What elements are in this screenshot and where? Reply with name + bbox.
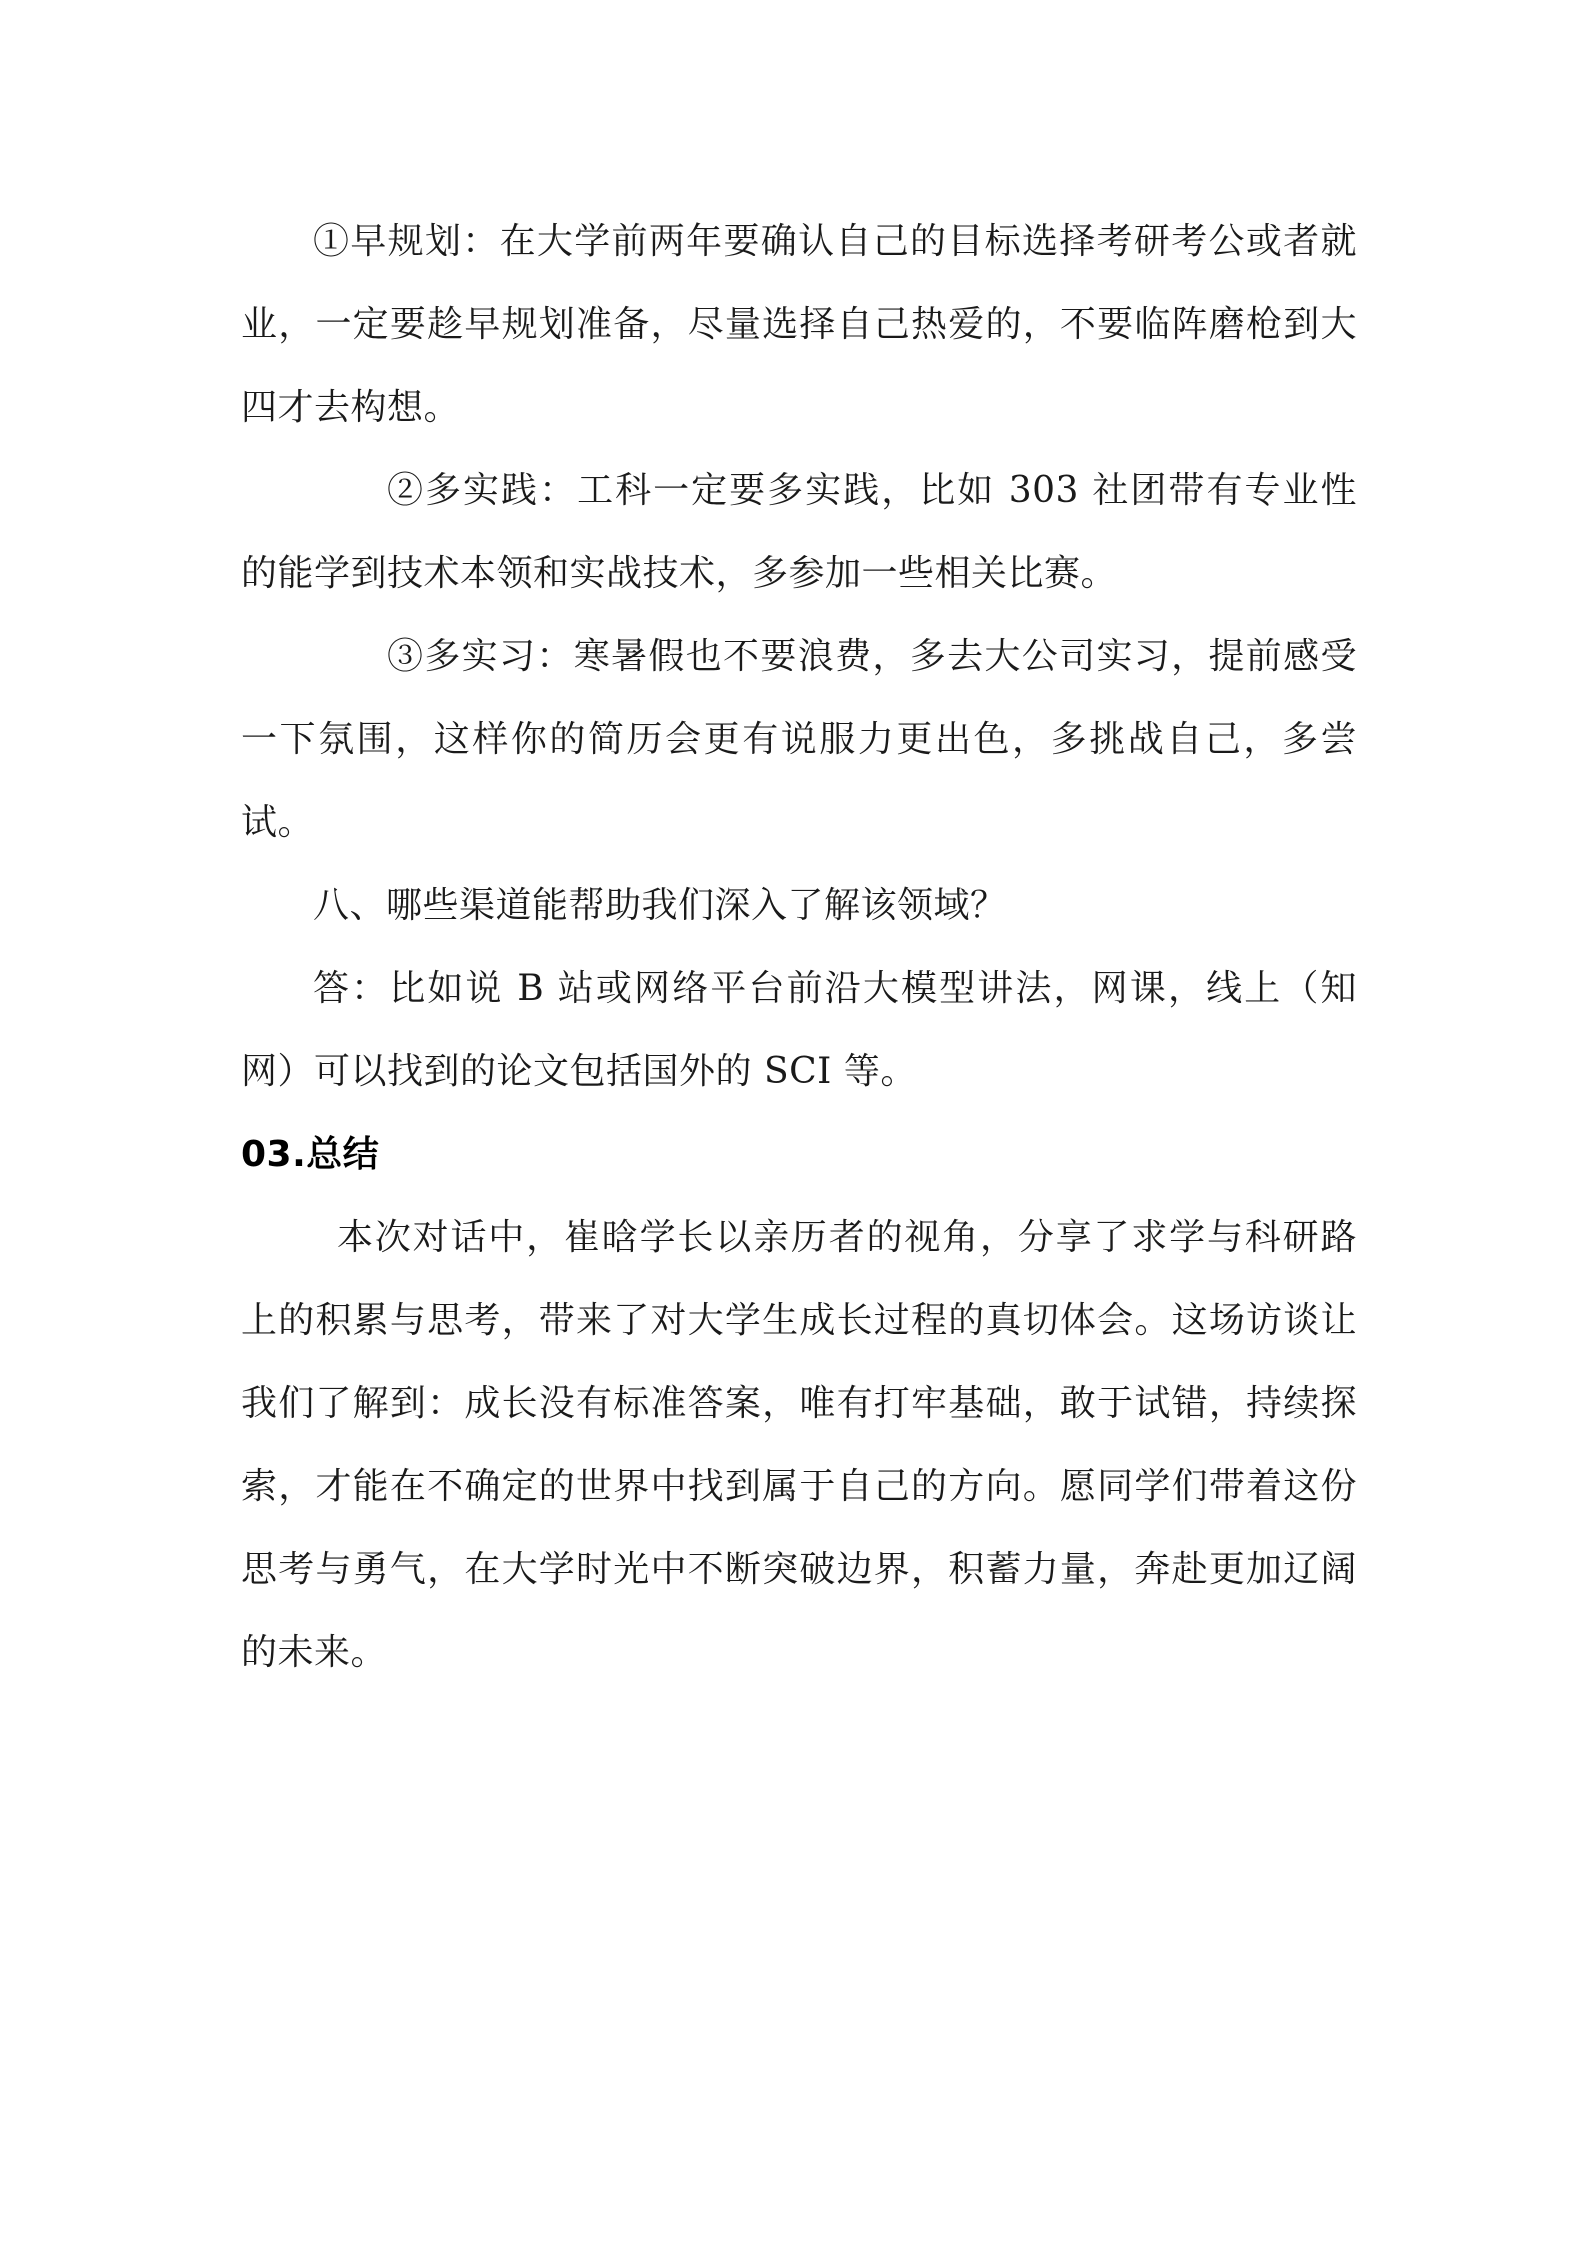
document-body bbox=[241, 200, 1357, 1694]
paragraph-more-practice: ②多实践：工科一定要多实践，比如 303 社团带有专业性的能学到技术本领和实战技术，多参加一些相关比赛。 bbox=[241, 470, 1357, 594]
question-eight: 八、哪些渠道能帮助我们深入了解该领域？ bbox=[313, 885, 1007, 926]
section-heading-summary: 03.总结 bbox=[241, 1134, 380, 1175]
paragraph-more-internship: ③多实习：寒暑假也不要浪费，多去大公司实习，提前感受一下氛围，这样你的简历会更有说服力更出色，多挑战自己，多尝试。 bbox=[241, 636, 1357, 843]
summary-paragraph: 本次对话中，崔晗学长以亲历者的视角，分享了求学与科研路上的积累与思考，带来了对大学生成长过程的真切体会。这场访谈让我们了解到：成长没有标准答案，唯有打牢基础，敢于试错，持续探索，才能在不确定的世界中找到属于自己的方向。愿同学们带着这份思考与勇气，在大学时光中不断突破边界，积蓄力量，奔赴更加辽阔的未来。 bbox=[241, 1217, 1357, 1673]
answer-eight: 答：比如说 B 站或网络平台前沿大模型讲法，网课，线上（知网）可以找到的论文包括国外的 SCI 等。 bbox=[241, 968, 1357, 1092]
paragraph-early-planning: ①早规划：在大学前两年要确认自己的目标选择考研考公或者就业，一定要趁早规划准备，尽量选择自己热爱的，不要临阵磨枪到大四才去构想。 bbox=[241, 221, 1357, 428]
